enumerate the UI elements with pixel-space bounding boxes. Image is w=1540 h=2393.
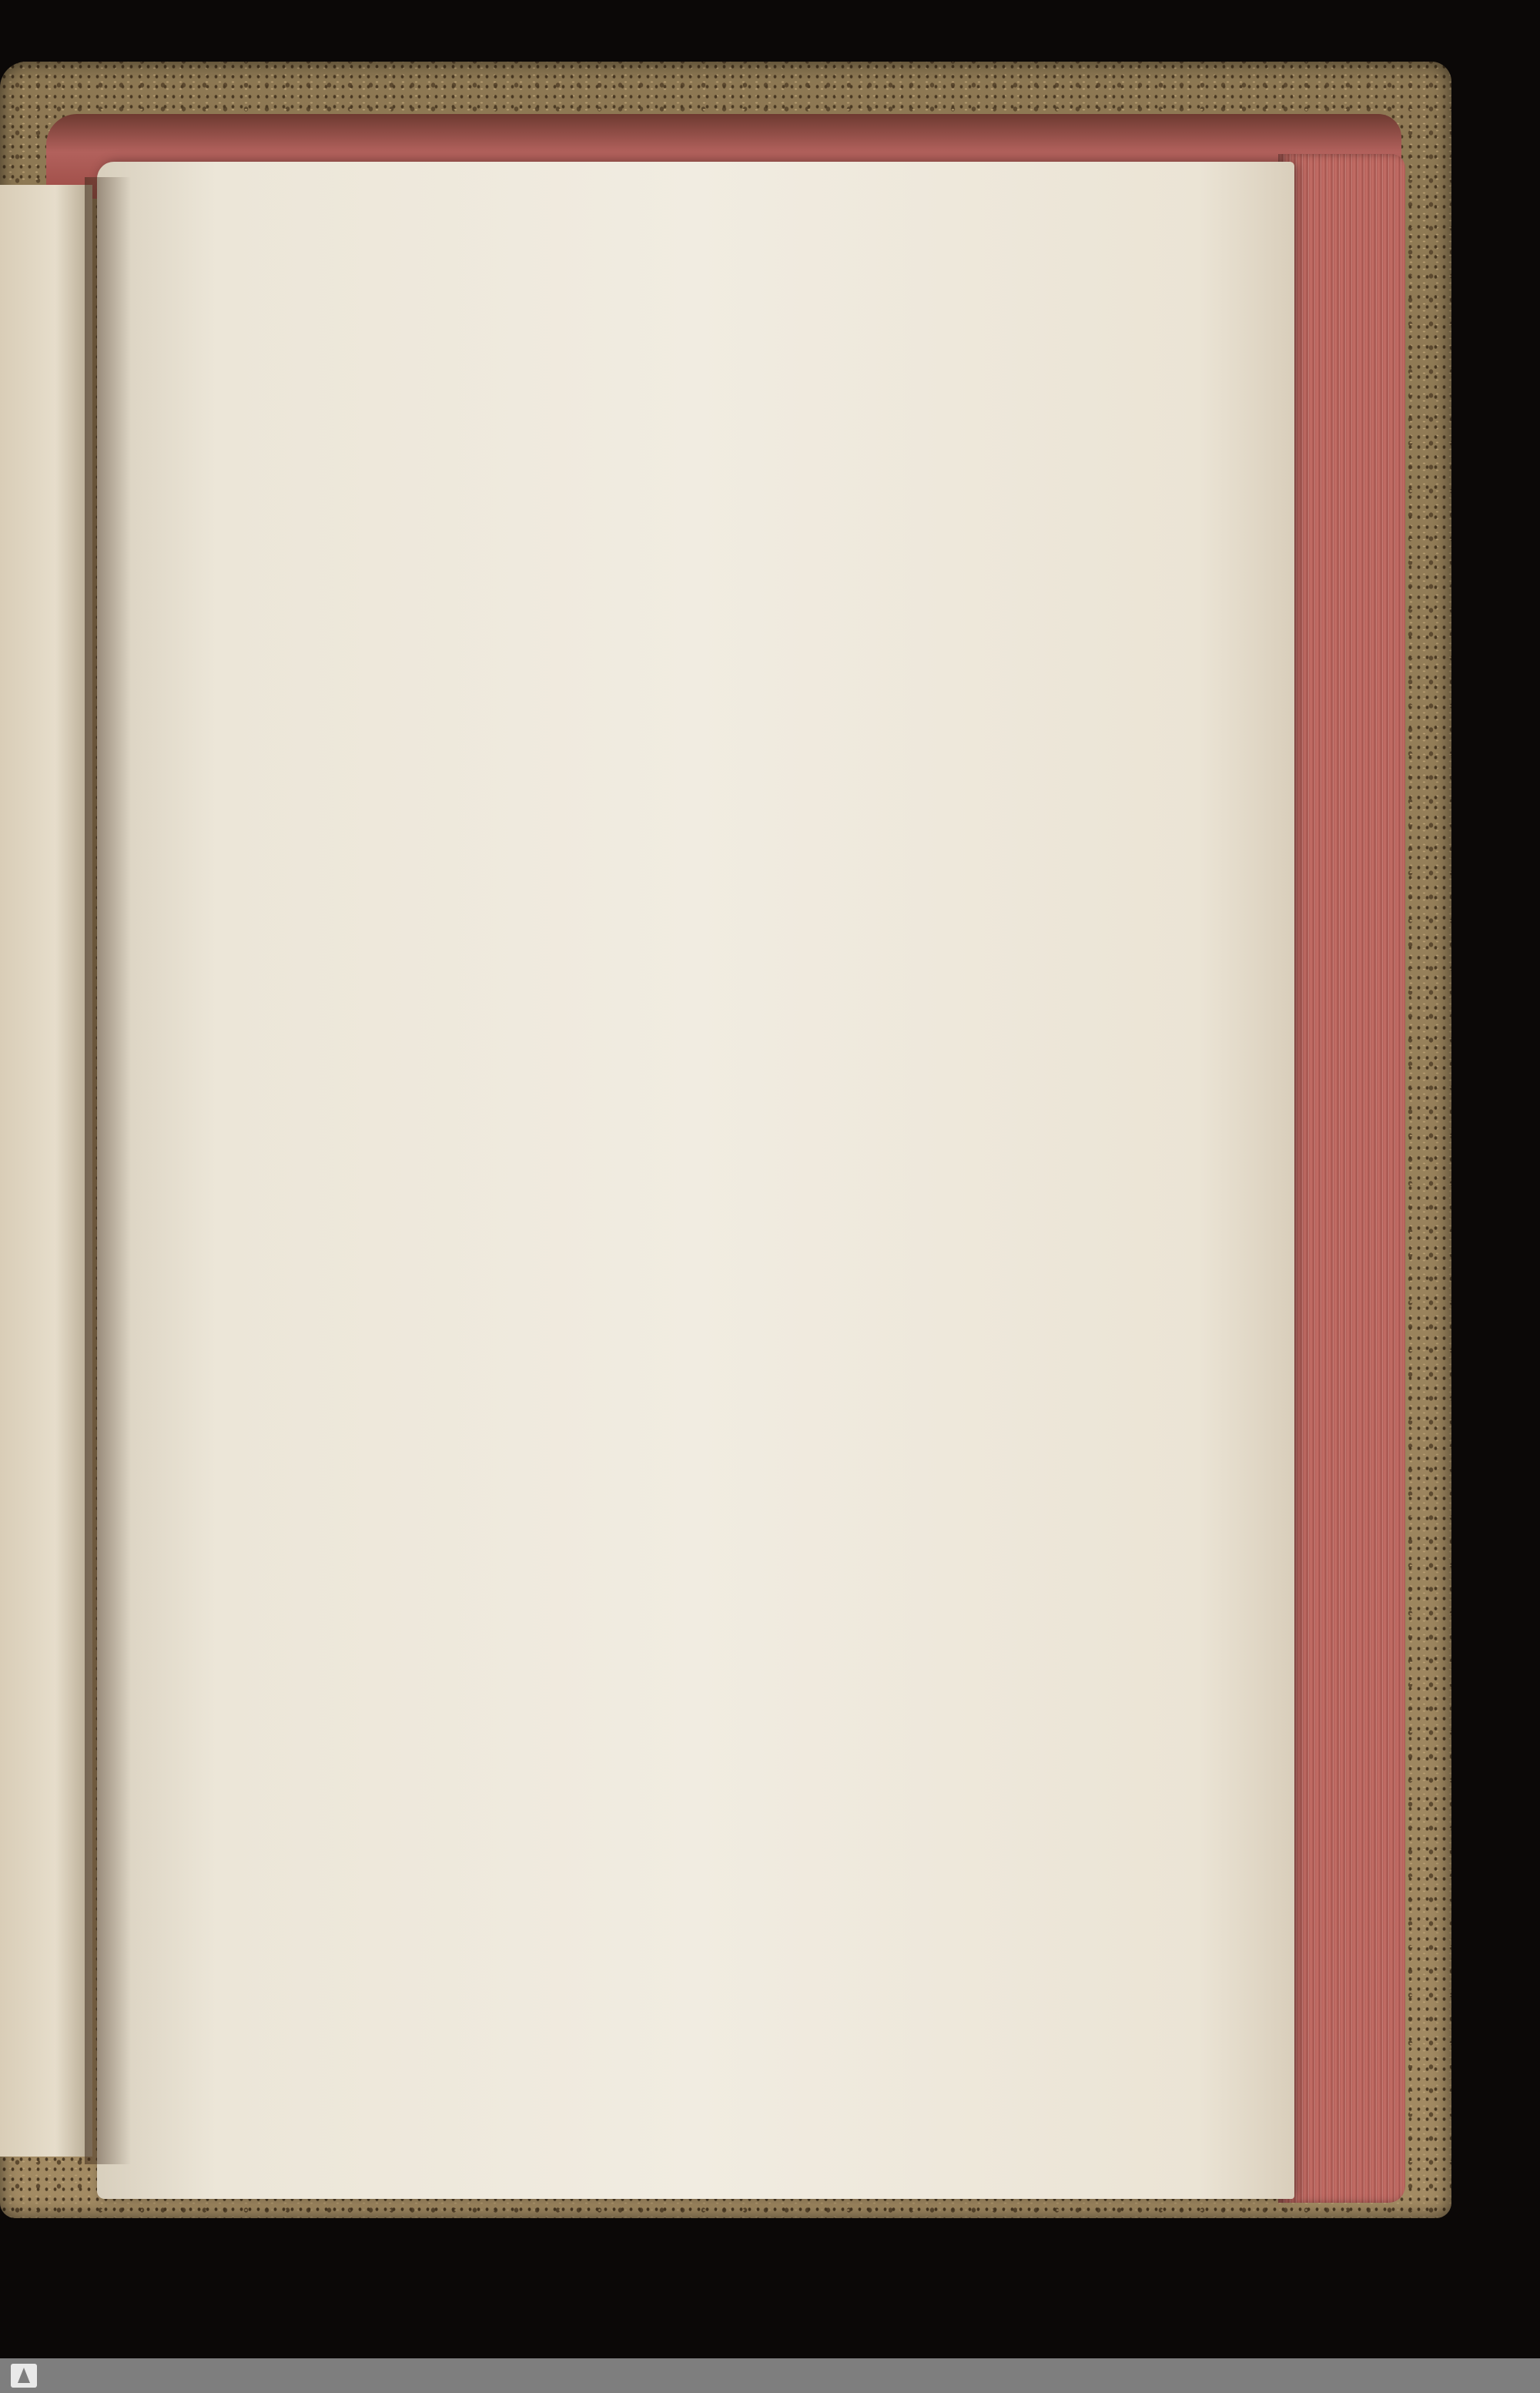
footer-bar [0,2358,1540,2393]
running-head [467,262,1229,323]
book-fore-edge [1278,154,1405,2203]
gutter-shadow [85,177,131,2164]
left-page-edge [0,185,92,2157]
franckesche-stiftungen-logo-icon [11,2364,37,2388]
right-page [97,162,1294,2199]
